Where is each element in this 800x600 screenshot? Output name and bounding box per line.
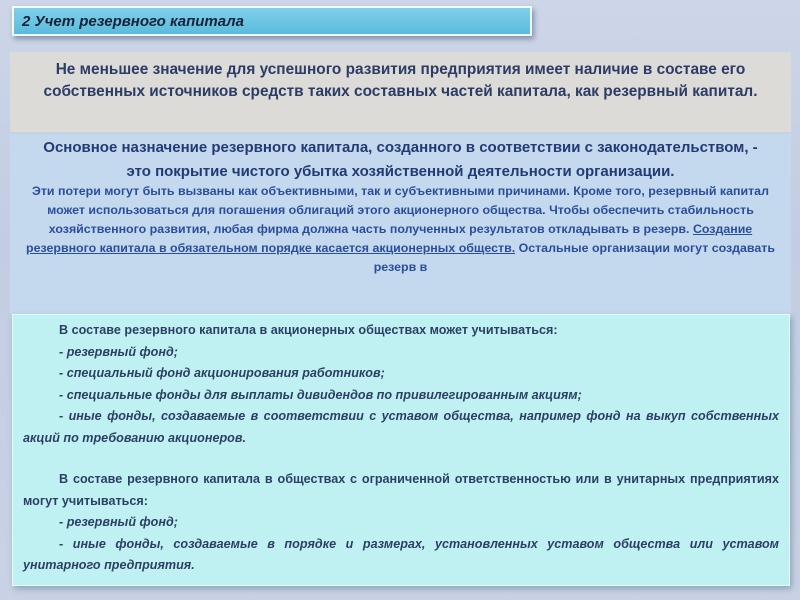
joint-stock-item-1: - резервный фонд; [59,344,178,359]
joint-stock-item-2: - специальный фонд акционирования работников; [59,366,385,380]
llc-item-2: - иные фонды, создаваемые в порядке и размерах, установленных уставом общества или уставом унитарного предприятия. [23,536,779,572]
llc-item-1: - резервный фонд; [59,515,178,529]
joint-stock-item-3: - специальные фонды для выплаты дивидендов по привилегированным акциям; [59,387,582,402]
composition-block [12,314,790,586]
joint-stock-heading: В составе резервного капитала в акционерных обществах может учитываться: [59,323,558,337]
purpose-body-text: Эти потери могут быть вызваны как объективными, так и субъективными причинами. Кроме того, резервный капитал может использоваться для погашения облигаций этого акционерного общества. Чтобы обеспечить стабильность хозяйственного развития, любая фирма должна часть полученных результатов откладывать в резерв. [32,184,769,236]
slide-title: 2 Учет резервного капитала [22,13,244,30]
joint-stock-item-4: - иные фонды, создаваемые в соответствии с уставом общества, например фонд на выкуп собственных акций по требованию акционеров. [23,409,779,445]
purpose-lead-line-2: это покрытие чистого убытка хозяйственной деятельности организации. [126,163,675,180]
purpose-body-underlined: Создание резервного капитала в обязательном порядке касается акционерных обществ. [26,222,753,255]
slide-title-bar [12,6,532,36]
intro-text: Не меньшее значение для успешного развития предприятия имеет наличие в составе его собственных источников средств таких составных частей капитала, как резервный капитал. [43,61,758,100]
purpose-block [10,134,791,314]
purpose-lead-line-1: Основное назначение резервного капитала, созданного в соответствии с законодательством, - [43,139,758,156]
purpose-body-tail: Остальные организации могут создавать резерв в [373,241,775,274]
purpose-body [10,182,791,277]
llc-heading: В составе резервного капитала в обществах с ограниченной ответственностью или в унитарных предприятиях могут учитываться: [23,472,779,508]
intro-block [10,52,791,132]
